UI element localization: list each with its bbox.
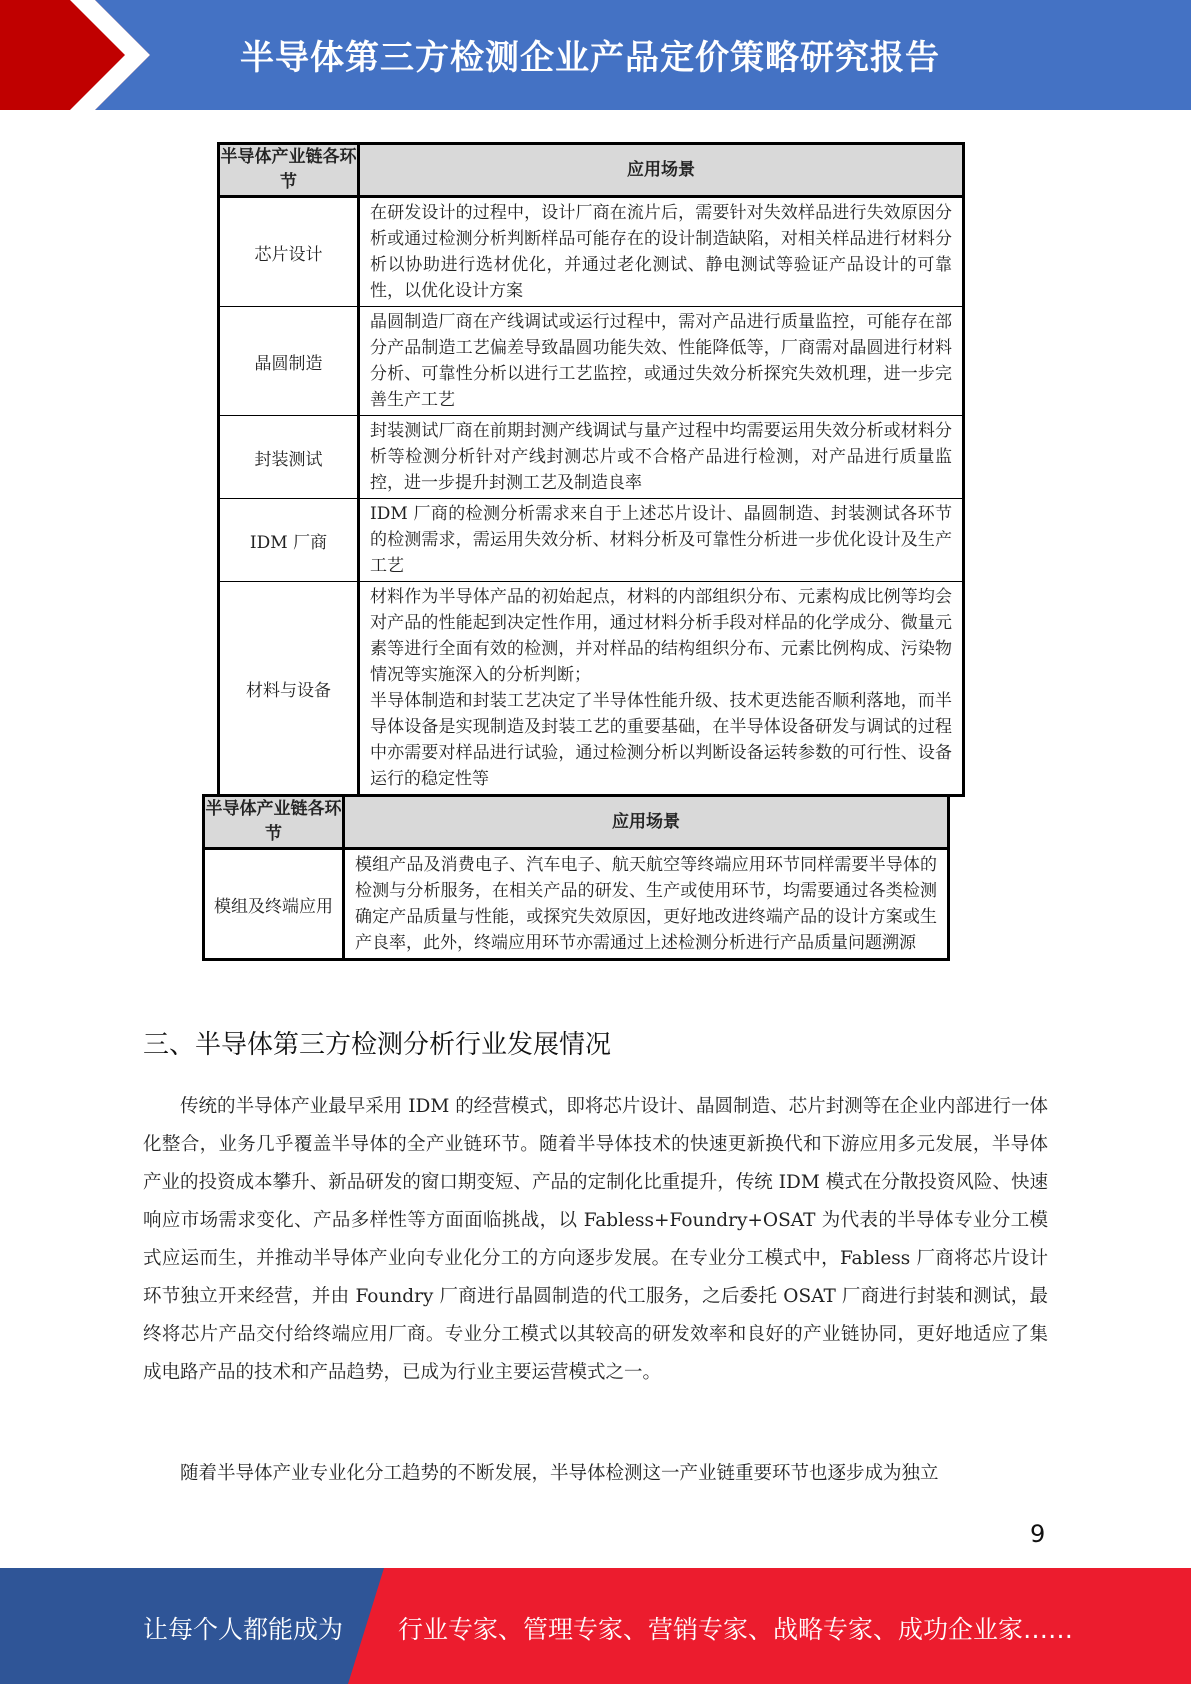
table-header-row bbox=[219, 144, 964, 197]
scenario-cell bbox=[359, 582, 964, 796]
footer-banner bbox=[0, 1568, 1191, 1684]
segment-cell: 材料与设备 bbox=[219, 582, 359, 796]
table-row bbox=[219, 582, 964, 796]
segment-cell: 晶圆制造 bbox=[219, 307, 359, 416]
footer-slogan-right: 行业专家、管理专家、营销专家、战略专家、成功企业家…… bbox=[398, 1615, 1074, 1644]
table-header-row bbox=[204, 796, 949, 849]
column-header-segment: 半导体产业链各环节 bbox=[204, 796, 344, 849]
page-number: 9 bbox=[1030, 1520, 1046, 1548]
column-header-segment: 半导体产业链各环节 bbox=[219, 144, 359, 197]
section-heading: 三、半导体第三方检测分析行业发展情况 bbox=[143, 1030, 612, 1060]
body-paragraph: 传统的半导体产业最早采用 IDM 的经营模式，即将芯片设计、晶圆制造、芯片封测等在企业内部进行一体化整合，业务几乎覆盖半导体的全产业链环节。随着半导体技术的快速更新换代和下游应用多元发展，半导体产业的投资成本攀升、新品研发的窗口期变短、产品的定制化比重提升，传统 IDM 模式在分散投资风险、快速响应市场需求变化、产品多样性等方面面临挑战，以 Fabless+Foundry+OSAT 为代表的半导体专业分工模式应运而生，并推动半导体产业向专业化分工的方向逐步发展。在专业分工模式中，Fabless 厂商将芯片设计环节独立开来经营，并由 Foundry 厂商进行晶圆制造的代工服务，之后委托 OSAT 厂商进行封装和测试，最终将芯片产品交付给终端应用厂商。专业分工模式以其较高的研发效率和良好的产业链协同，更好地适应了集成电路产品的技术和产品趋势，已成为行业主要运营模式之一。 bbox=[143, 1096, 1048, 1383]
table-row bbox=[204, 849, 949, 960]
scenario-cell: 晶圆制造厂商在产线调试或运行过程中，需对产品进行质量监控，可能存在部分产品制造工艺偏差导致晶圆功能失效、性能降低等，厂商需对晶圆进行材料分析、可靠性分析以进行工艺监控，或通过失效分析探究失效机理，进一步完善生产工艺 bbox=[359, 307, 964, 416]
scenario-cell: 封装测试厂商在前期封测产线调试与量产过程中均需要运用失效分析或材料分析等检测分析针对产线封测芯片或不合格产品进行检测，对产品进行质量监控，进一步提升封测工艺及制造良率 bbox=[359, 416, 964, 499]
report-title: 半导体第三方检测企业产品定价策略研究报告 bbox=[240, 38, 940, 78]
table-row bbox=[219, 416, 964, 499]
header-chevron-shape bbox=[0, 0, 160, 110]
scenario-text-equipment: 半导体制造和封装工艺决定了半导体性能升级、技术更迭能否顺利落地，而半导体设备是实现制造及封装工艺的重要基础，在半导体设备研发与调试的过程中亦需要对样品进行试验，通过检测分析以判断设备运转参数的可行性、设备运行的稳定性等 bbox=[370, 691, 952, 789]
industry-chain-table bbox=[217, 142, 965, 797]
table-row bbox=[219, 197, 964, 307]
segment-cell: 封装测试 bbox=[219, 416, 359, 499]
scenario-cell: 模组产品及消费电子、汽车电子、航天航空等终端应用环节同样需要半导体的检测与分析服务，在相关产品的研发、生产或使用环节，均需要通过各类检测确定产品质量与性能，或探究失效原因，更好地改进终端产品的设计方案或生产良率，此外，终端应用环节亦需通过上述检测分析进行产品质量问题溯源 bbox=[344, 849, 949, 960]
segment-cell: 芯片设计 bbox=[219, 197, 359, 307]
footer-slogan-left: 让每个人都能成为 bbox=[143, 1615, 344, 1644]
scenario-text-materials: 材料作为半导体产品的初始起点，材料的内部组织分布、元素构成比例等均会对产品的性能起到决定性作用，通过材料分析手段对样品的化学成分、微量元素等进行全面有效的检测，并对样品的结构组织分布、元素比例构成、污染物情况等实施深入的分析判断； bbox=[370, 587, 952, 685]
scenario-cell: 在研发设计的过程中，设计厂商在流片后，需要针对失效样品进行失效原因分析或通过检测分析判断样品可能存在的设计制造缺陷，对相关样品进行材料分析以协助进行选材优化，并通过老化测试、静电测试等验证产品设计的可靠性，以优化设计方案 bbox=[359, 197, 964, 307]
table-row bbox=[219, 499, 964, 582]
segment-cell: 模组及终端应用 bbox=[204, 849, 344, 960]
column-header-scenario: 应用场景 bbox=[359, 144, 964, 197]
scenario-cell: IDM 厂商的检测分析需求来自于上述芯片设计、晶圆制造、封装测试各环节的检测需求，需运用失效分析、材料分析及可靠性分析进一步优化设计及生产工艺 bbox=[359, 499, 964, 582]
column-header-scenario: 应用场景 bbox=[344, 796, 949, 849]
segment-cell: IDM 厂商 bbox=[219, 499, 359, 582]
table-row bbox=[219, 307, 964, 416]
body-paragraph: 随着半导体产业专业化分工趋势的不断发展，半导体检测这一产业链重要环节也逐步成为独立 bbox=[180, 1463, 939, 1484]
header-banner bbox=[0, 0, 1191, 110]
terminal-application-table bbox=[202, 794, 950, 961]
